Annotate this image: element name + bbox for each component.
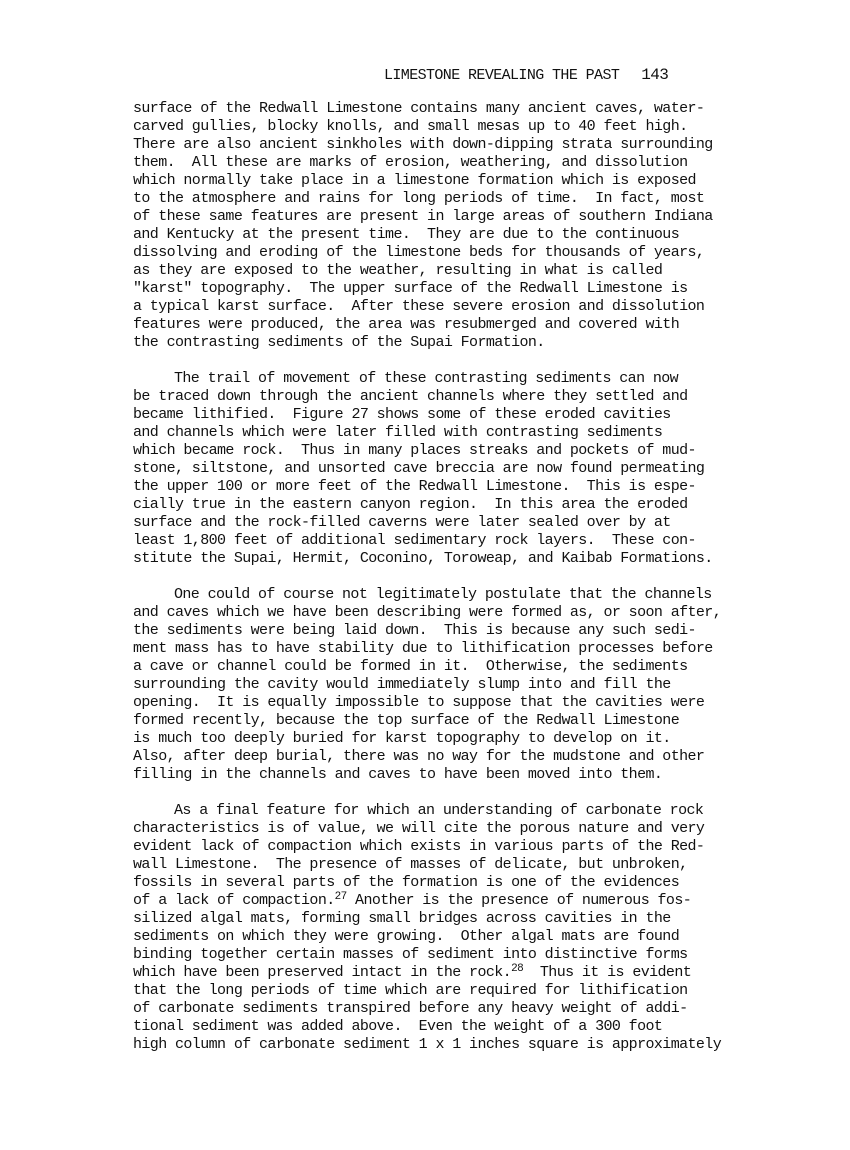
text-line: features were produced, the area was resubmerged and covered with <box>133 316 680 333</box>
text-line: carved gullies, blocky knolls, and small mesas up to 40 feet high. <box>133 118 688 135</box>
footnote-ref-27: 27 <box>334 891 347 903</box>
text-line: to the atmosphere and rains for long periods of time. In fact, most <box>133 190 705 207</box>
text-line-with-footnote-27 <box>133 892 733 910</box>
text-line: cially true in the eastern canyon region. In this area the eroded <box>133 496 688 513</box>
text-line: is much too deeply buried for karst topography to develop on it. <box>133 730 671 747</box>
text-line: them. All these are marks of erosion, weathering, and dissolution <box>133 154 688 171</box>
text-line: Also, after deep burial, there was no way for the mudstone and other <box>133 748 705 765</box>
text-line: became lithified. Figure 27 shows some of these eroded cavities <box>133 406 671 423</box>
page-number: 143 <box>641 66 669 84</box>
text-line: evident lack of compaction which exists in various parts of the Red- <box>133 838 705 855</box>
text-line: opening. It is equally impossible to suppose that the cavities were <box>133 694 705 711</box>
text-line: surrounding the cavity would immediately slump into and fill the <box>133 676 671 693</box>
text-line: ment mass has to have stability due to lithification processes before <box>133 640 713 657</box>
body-text <box>133 100 733 1054</box>
text-segment: Another is the presence of numerous fos- <box>346 892 692 909</box>
text-line-with-footnote-28 <box>133 964 733 982</box>
text-line: the upper 100 or more feet of the Redwall Limestone. This is espe- <box>133 478 696 495</box>
text-line: least 1,800 feet of additional sedimentary rock layers. These con- <box>133 532 696 549</box>
text-line: fossils in several parts of the formation is one of the evidences <box>133 874 680 891</box>
text-line: of these same features are present in large areas of southern Indiana <box>133 208 713 225</box>
text-line: and caves which we have been describing were formed as, or soon after, <box>133 604 722 621</box>
text-segment: of a lack of compaction. <box>133 892 335 909</box>
text-line: characteristics is of value, we will cite the porous nature and very <box>133 820 705 837</box>
paragraph-sediment-trail <box>133 370 733 568</box>
text-segment: Thus it is evident <box>523 964 692 981</box>
text-line: silized algal mats, forming small bridges across cavities in the <box>133 910 671 927</box>
text-line: the sediments were being laid down. This is because any such sedi- <box>133 622 696 639</box>
footnote-ref-28: 28 <box>511 963 524 975</box>
text-line: "karst" topography. The upper surface of the Redwall Limestone is <box>133 280 688 297</box>
text-line: surface of the Redwall Limestone contains many ancient caves, water- <box>133 100 705 117</box>
text-line: as they are exposed to the weather, resulting in what is called <box>133 262 663 279</box>
text-line: There are also ancient sinkholes with down-dipping strata surrounding <box>133 136 713 153</box>
text-line: formed recently, because the top surface of the Redwall Limestone <box>133 712 680 729</box>
text-segment: which have been preserved intact in the rock. <box>133 964 512 981</box>
text-line: The trail of movement of these contrasting sediments can now <box>174 370 679 387</box>
text-line: which became rock. Thus in many places streaks and pockets of mud- <box>133 442 696 459</box>
text-line: and channels which were later filled with contrasting sediments <box>133 424 663 441</box>
text-line: surface and the rock-filled caverns were later sealed over by at <box>133 514 671 531</box>
text-line: stone, siltstone, and unsorted cave breccia are now found permeating <box>133 460 705 477</box>
paragraph-karst-surface <box>133 100 733 352</box>
text-line: stitute the Supai, Hermit, Coconino, Toroweap, and Kaibab Formations. <box>133 550 713 567</box>
text-line: One could of course not legitimately postulate that the channels <box>174 586 712 603</box>
text-line: wall Limestone. The presence of masses of delicate, but unbroken, <box>133 856 688 873</box>
text-line: high column of carbonate sediment 1 x 1 inches square is approximately <box>133 1036 722 1053</box>
text-line: tional sediment was added above. Even the weight of a 300 foot <box>133 1018 663 1035</box>
text-line: of carbonate sediments transpired before any heavy weight of addi- <box>133 1000 688 1017</box>
text-line: binding together certain masses of sediment into distinctive forms <box>133 946 688 963</box>
text-line: a typical karst surface. After these severe erosion and dissolution <box>133 298 705 315</box>
text-line: be traced down through the ancient channels where they settled and <box>133 388 688 405</box>
paragraph-channels-caves <box>133 586 733 784</box>
running-title: LIMESTONE REVEALING THE PAST <box>384 67 620 84</box>
text-line: which normally take place in a limestone formation which is exposed <box>133 172 696 189</box>
text-line: dissolving and eroding of the limestone beds for thousands of years, <box>133 244 705 261</box>
text-line: and Kentucky at the present time. They are due to the continuous <box>133 226 680 243</box>
text-line: As a final feature for which an understanding of carbonate rock <box>174 802 704 819</box>
text-line: sediments on which they were growing. Other algal mats are found <box>133 928 680 945</box>
text-line: that the long periods of time which are required for lithification <box>133 982 688 999</box>
text-line: a cave or channel could be formed in it. Otherwise, the sediments <box>133 658 688 675</box>
paragraph-compaction <box>133 802 733 1054</box>
running-header <box>384 66 684 88</box>
text-line: the contrasting sediments of the Supai Formation. <box>133 334 545 351</box>
text-line: filling in the channels and caves to have been moved into them. <box>133 766 663 783</box>
